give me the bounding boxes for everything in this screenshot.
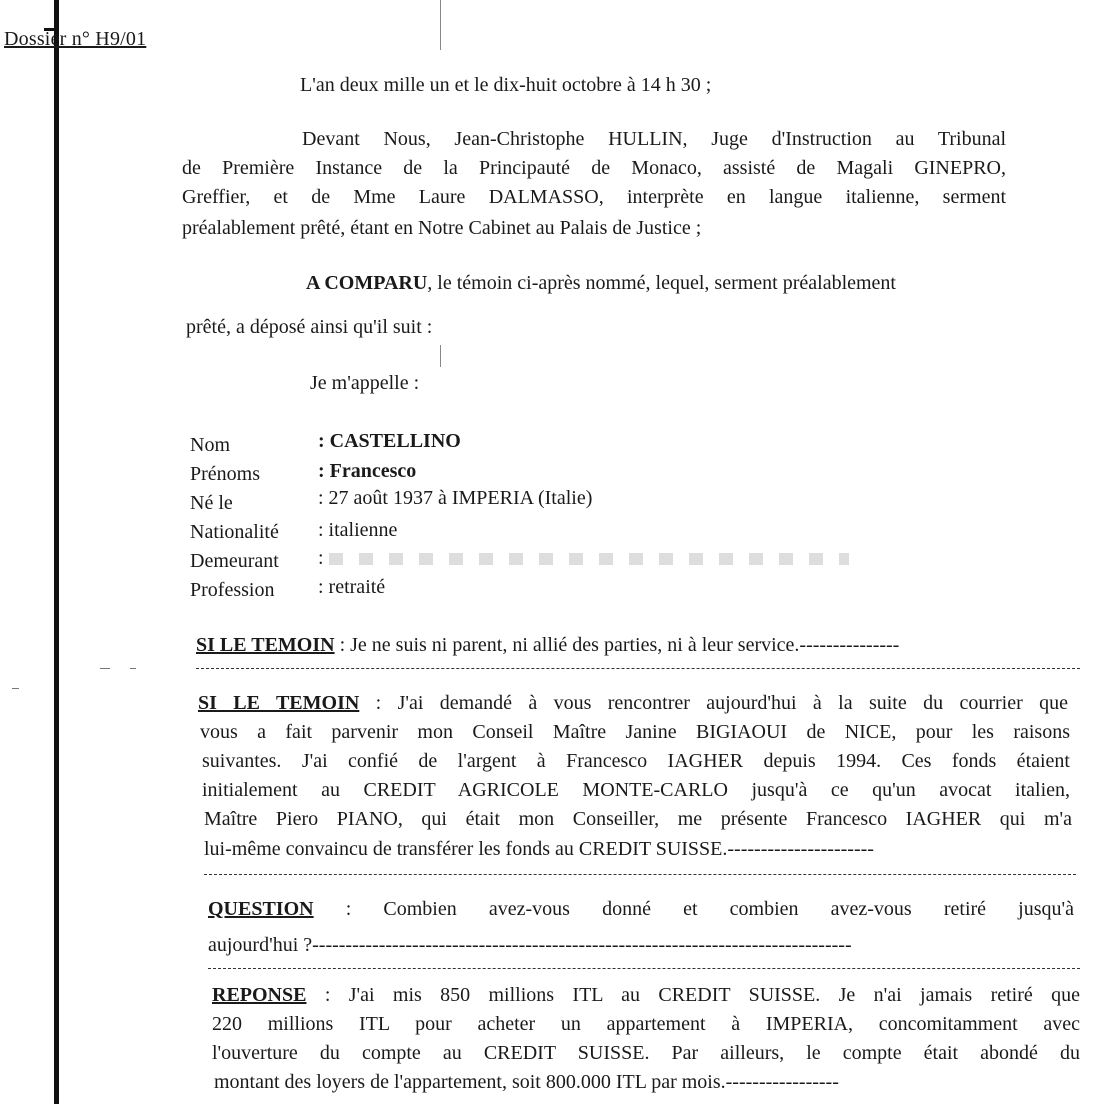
fold-mark <box>440 345 441 367</box>
dash-separator <box>204 874 1076 875</box>
devant-line-1: Devant Nous, Jean-Christophe HULLIN, Juge d'Instruction au Tribunal <box>302 128 1006 150</box>
redacted-address <box>329 553 849 565</box>
statement-2-label: SI LE TEMOIN <box>198 692 360 714</box>
appelle-line: Je m'appelle : <box>310 372 420 394</box>
statement-2-line-6: lui-même convaincu de transférer les fonds au CREDIT SUISSE.---------------------- <box>204 838 874 860</box>
margin-rule <box>54 0 59 1104</box>
identity-label-ne-le: Né le <box>190 492 233 514</box>
reponse-line-1 <box>212 984 1080 1007</box>
statement-2-line-2: vous a fait parvenir mon Conseil Maître Janine BIGIAOUI de NICE, pour les raisons <box>200 721 1070 743</box>
statement-2-line-1 <box>198 692 1068 715</box>
devant-line-4: préalablement prêté, étant en Notre Cabinet au Palais de Justice ; <box>182 217 702 239</box>
identity-value-demeurant <box>318 547 849 570</box>
identity-value-prenoms: : Francesco <box>318 460 417 482</box>
comparu-label: A COMPARU <box>306 272 428 294</box>
statement-1-label: SI LE TEMOIN <box>196 634 335 656</box>
statement-2-line-5: Maître Piero PIANO, qui était mon Conseiller, me présente Francesco IAGHER qui m'a <box>204 808 1072 830</box>
scan-speck <box>100 668 110 669</box>
question-line-1 <box>208 898 1074 921</box>
reponse-text-1: : J'ai mis 850 millions ITL au CREDIT SUISSE. Je n'ai jamais retiré que <box>306 984 1080 1006</box>
fold-mark <box>440 0 441 50</box>
statement-1-text: : Je ne suis ni parent, ni allié des parties, ni à leur service.--------------- <box>334 634 900 656</box>
identity-label-demeurant: Demeurant <box>190 550 279 572</box>
comparu-line-1 <box>306 272 896 295</box>
identity-value-profession: : retraité <box>318 576 386 598</box>
devant-line-2: de Première Instance de la Principauté de Monaco, assisté de Magali GINEPRO, <box>182 157 1006 179</box>
question-line-2: aujourd'hui ?--------------------------------------------------------------------------------- <box>208 934 852 956</box>
reponse-line-4: montant des loyers de l'appartement, soit 800.000 ITL par mois.----------------- <box>214 1071 839 1093</box>
identity-label-prenoms: Prénoms <box>190 463 260 485</box>
date-line: L'an deux mille un et le dix-huit octobre à 14 h 30 ; <box>300 74 712 96</box>
statement-1 <box>196 634 899 657</box>
scan-speck <box>12 688 19 689</box>
identity-label-nationalite: Nationalité <box>190 521 279 543</box>
scan-speck <box>130 668 136 669</box>
reponse-line-3: l'ouverture du compte au CREDIT SUISSE. Par ailleurs, le compte était abondé du <box>212 1042 1080 1064</box>
statement-2-text-1: : J'ai demandé à vous rencontrer aujourd'hui à la suite du courrier que <box>359 692 1068 714</box>
identity-label-profession: Profession <box>190 579 275 601</box>
dash-separator <box>208 968 1080 969</box>
reponse-line-2: 220 millions ITL pour acheter un appartement à IMPERIA, concomitamment avec <box>212 1013 1080 1035</box>
reponse-label: REPONSE <box>212 984 307 1006</box>
identity-label-nom: Nom <box>190 434 230 456</box>
identity-value-nom: : CASTELLINO <box>318 430 461 452</box>
question-label: QUESTION <box>208 898 314 920</box>
devant-line-3: Greffier, et de Mme Laure DALMASSO, interprète en langue italienne, serment <box>182 186 1006 208</box>
comparu-text: , le témoin ci-après nommé, lequel, serment préalablement <box>427 272 896 294</box>
dash-separator <box>196 668 1080 669</box>
statement-2-line-4: initialement au CREDIT AGRICOLE MONTE-CARLO jusqu'à ce qu'un avocat italien, <box>202 779 1070 801</box>
dossier-number: Dossier n° H9/01 <box>4 28 147 50</box>
demeurant-colon: : <box>318 547 324 569</box>
comparu-line-2: prêté, a déposé ainsi qu'il suit : <box>186 316 433 338</box>
question-text-1: : Combien avez-vous donné et combien avez-vous retiré jusqu'à <box>313 898 1074 920</box>
identity-value-nationalite: : italienne <box>318 519 398 541</box>
statement-2-line-3: suivantes. J'ai confié de l'argent à Francesco IAGHER depuis 1994. Ces fonds étaient <box>202 750 1070 772</box>
identity-value-ne-le: : 27 août 1937 à IMPERIA (Italie) <box>318 487 593 509</box>
